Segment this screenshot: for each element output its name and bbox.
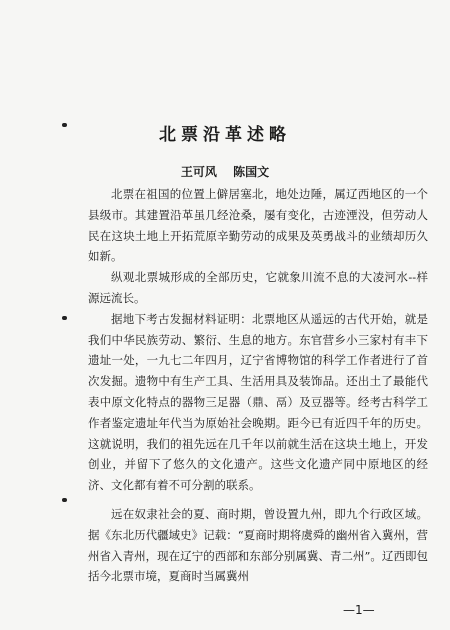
author-name-1: 王可风 xyxy=(180,165,217,179)
paragraph-2: 纵观北票城形成的全部历史，它就象川流不息的大凌河水--样源远流长。 xyxy=(88,270,428,305)
authors-line xyxy=(0,163,450,180)
paragraph-1: 北票在祖国的位置上僻居塞北，地处边陲，属辽西地区的一个县级市。其建置沿革虽几经沧桑，屡有变化，古迹湮没，但劳动人民在这块土地上开拓荒原辛勤劳动的成果及英勇战斗的业绩却历久如新。 xyxy=(88,187,428,264)
article-body xyxy=(88,184,428,587)
page-number: —1— xyxy=(343,603,375,617)
paragraph-4: 远在奴隶社会的夏、商时期，曾设置九州，即九个行政区域。据《东北历代疆域史》记载：“夏商时期将虞舜的幽州省入冀州，营州省入青州，现在辽宁的西部和东部分别属冀、青二州”。辽西即包括今北票市境，夏商时当属冀州 xyxy=(88,506,428,584)
paragraph-3: 据地下考古发掘材料证明：北票地区从遥远的古代开始，就是我们中华民族劳动、繁衍、生息的地方。东官营乡小三家村有丰下遗址一处，一九七二年四月，辽宁省博物馆的科学工作者进行了首次发掘。遗物中有生产工具、生活用具及装饰品。还出土了最能代表中原文化特点的器物三足器（鼎、鬲）及豆器等。经考古科学工作者鉴定遗址年代当为原始社会晚期。距今已有近四千年的历史。这就说明，我们的祖先远在几千年以前就生活在这块土地上，开发创业，并留下了悠久的文化遗产。这些文化遗产同中原地区的经济、文化都有着不可分割的联系。 xyxy=(88,311,428,493)
article-title: 北票沿革述略 xyxy=(159,125,291,145)
margin-dot-middle xyxy=(62,316,67,320)
author-name-2: 陈国文 xyxy=(233,165,270,179)
margin-dot-bottom xyxy=(62,498,67,502)
